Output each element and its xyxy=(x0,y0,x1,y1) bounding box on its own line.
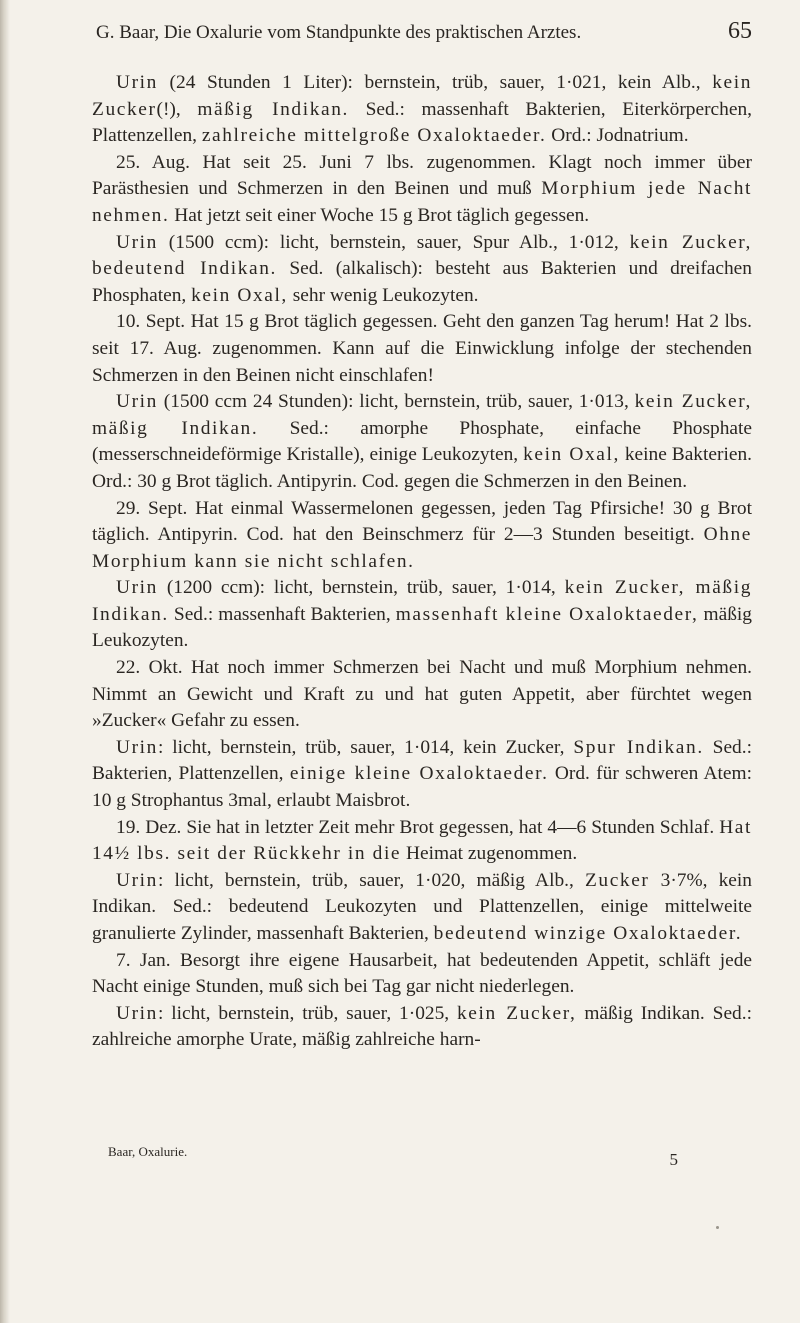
text-run: Sed.: amorphe Phosphate, einfache Phosphate (messerschneideförmige Kristalle), einige Leukozyten, xyxy=(92,417,752,466)
spaced-emphasis-text: Urin xyxy=(116,391,158,413)
spaced-emphasis-text: zahlreiche mittelgroße Oxaloktaeder. xyxy=(201,125,547,147)
text-run: Ord.: Jodnatrium. xyxy=(546,125,689,147)
spaced-emphasis-text: kein Zucker, xyxy=(457,1002,577,1024)
text-run: Sed.: Bakterien, Plattenzellen, xyxy=(92,736,752,785)
text-run: (1500 ccm): licht, bernstein, sauer, Spur Alb., 1·012, xyxy=(157,231,630,253)
text-run: sehr wenig Leukozyten. xyxy=(287,284,479,306)
spaced-emphasis-text: Morphium jede Nacht nehmen. xyxy=(92,178,752,226)
spaced-emphasis-text: Hat 14½ lbs. seit der Rückkehr in die xyxy=(92,816,752,865)
paragraph xyxy=(92,389,752,495)
spaced-emphasis-text: mäßig Indikan. xyxy=(197,98,349,120)
text-run: Ord. für schweren Atem: 10 g Strophantus 3mal, erlaubt Maisbrot. xyxy=(92,763,753,812)
text-run: Sed. (alkalisch): besteht aus Bakterien und dreifachen Phosphaten, xyxy=(92,258,752,306)
text-run: (1200 ccm): licht, bernstein, trüb, sauer, 1·014, xyxy=(157,577,565,599)
spaced-emphasis-text: kein Oxal, xyxy=(523,444,620,466)
spaced-emphasis-text: kein Zucker, mäßig Indikan. xyxy=(92,391,752,439)
text-run: 19. Dez. Sie hat in letzter Zeit mehr Brot gegessen, hat 4—6 Stunden Schlaf. xyxy=(116,816,720,838)
text-run: (24 Stunden 1 Liter): bernstein, trüb, sauer, 1·021, kein Alb., xyxy=(157,72,713,93)
spaced-emphasis-text: kein Zucker, mäßig Indikan. xyxy=(92,577,752,625)
paragraph xyxy=(92,150,752,230)
text-run: 7. Jan. Besorgt ihre eigene Hausarbeit, hat bedeutenden Appetit, schläft jede Nacht einige Stunden, muß sich bei Tag gar nicht niederlegen. xyxy=(92,949,752,998)
spaced-emphasis-text: kein Oxal, xyxy=(191,284,288,306)
paragraph xyxy=(92,815,752,868)
spaced-emphasis-text: kein Zucker, bedeutend Indikan. xyxy=(92,231,752,280)
text-run: (1500 ccm 24 Stunden): licht, bernstein, trüb, sauer, 1·013, xyxy=(157,391,635,413)
paragraph xyxy=(92,575,752,655)
speck xyxy=(716,1226,719,1229)
text-run: 10. Sept. Hat 15 g Brot täglich gegessen. Geht den ganzen Tag herum! Hat 2 lbs. seit 17. Aug. zugenommen. Kann auf die Einwicklung infolge der stechenden Schmerzen in den Beinen nicht einschlafen! xyxy=(92,311,752,386)
paragraph xyxy=(92,496,752,576)
paragraph xyxy=(92,309,752,389)
spaced-emphasis-text: kein Zucker xyxy=(92,72,752,120)
spaced-emphasis-text: Urin xyxy=(116,869,158,891)
paragraph xyxy=(92,948,752,1001)
spaced-emphasis-text: bedeutend winzige Oxaloktaeder. xyxy=(433,923,743,944)
paragraph xyxy=(92,230,752,310)
spaced-emphasis-text: einige kleine Oxaloktaeder. xyxy=(289,763,549,785)
text-run: : licht, bernstein, trüb, sauer, 1·020, mäßig Alb., xyxy=(157,869,585,891)
body-text xyxy=(92,70,752,1054)
paragraph xyxy=(92,868,752,948)
spaced-emphasis-text: Urin xyxy=(116,736,158,758)
text-run: : licht, bernstein, trüb, sauer, 1·014, kein Zucker, xyxy=(157,736,574,758)
text-run: 25. Aug. Hat seit 25. Juni 7 lbs. zugenommen. Klagt noch immer über Parästhesien und Schmerzen in den Beinen und muß xyxy=(92,151,752,200)
spaced-emphasis-text: Urin xyxy=(116,1002,158,1024)
running-head: G. Baar, Die Oxalurie vom Standpunkte des praktischen Arztes. xyxy=(96,22,582,43)
paragraph xyxy=(92,70,752,150)
paragraph xyxy=(92,735,752,815)
page-edge-shadow xyxy=(0,0,10,1323)
signature-mark: 5 xyxy=(669,1150,678,1169)
text-run: Heimat zugenommen. xyxy=(401,843,578,865)
text-run: : licht, bernstein, trüb, sauer, 1·025, xyxy=(157,1002,458,1024)
text-run: Sed.: massenhaft Bakterien, Eiterkörperchen, Plattenzellen, xyxy=(92,98,753,147)
text-run: (!), xyxy=(156,98,198,120)
paragraph xyxy=(92,655,752,735)
text-run: Hat jetzt seit einer Woche 15 g Brot täglich gegessen. xyxy=(169,204,590,226)
spaced-emphasis-text: Ohne Morphium kann sie nicht schlafen. xyxy=(92,524,752,572)
text-run: Sed.: massenhaft Bakterien, xyxy=(168,603,396,625)
text-run: mäßig Leukozyten. xyxy=(92,603,752,652)
text-run: keine Bakterien. Ord.: 30 g Brot täglich. Antipyrin. Cod. gegen die Schmerzen in den Beinen. xyxy=(92,444,752,492)
page-number: 65 xyxy=(728,18,752,44)
page-footer xyxy=(108,1144,678,1169)
spaced-emphasis-text: Spur Indikan. xyxy=(573,736,704,758)
footer-author: Baar, Oxalurie. xyxy=(108,1144,188,1159)
text-run: 3·7%, kein Indikan. Sed.: bedeutend Leukozyten und Plattenzellen, einige mittelweite granulierte Zylinder, massenhaft Bakterien, xyxy=(92,869,752,944)
paragraph xyxy=(92,1001,752,1054)
spaced-emphasis-text: massenhaft kleine Oxaloktaeder, xyxy=(395,603,699,625)
spaced-emphasis-text: Urin xyxy=(116,72,158,93)
spaced-emphasis-text: Zucker xyxy=(584,869,650,891)
text-run: 22. Okt. Hat noch immer Schmerzen bei Nacht und muß Morphium nehmen. Nimmt an Gewicht und Kraft zu und hat guten Appetit, aber fürchtet wegen »Zucker« Gefahr zu essen. xyxy=(92,657,752,732)
spaced-emphasis-text: Urin xyxy=(116,577,158,599)
spaced-emphasis-text: Urin xyxy=(116,231,158,253)
text-run: mäßig Indikan. Sed.: zahlreiche amorphe Urate, mäßig zahlreiche harn- xyxy=(92,1002,752,1051)
text-run: 29. Sept. Hat einmal Wassermelonen gegessen, jeden Tag Pfirsiche! 30 g Brot täglich. Antipyrin. Cod. hat den Beinschmerz für 2—3 Stunden beseitigt. xyxy=(92,497,752,546)
